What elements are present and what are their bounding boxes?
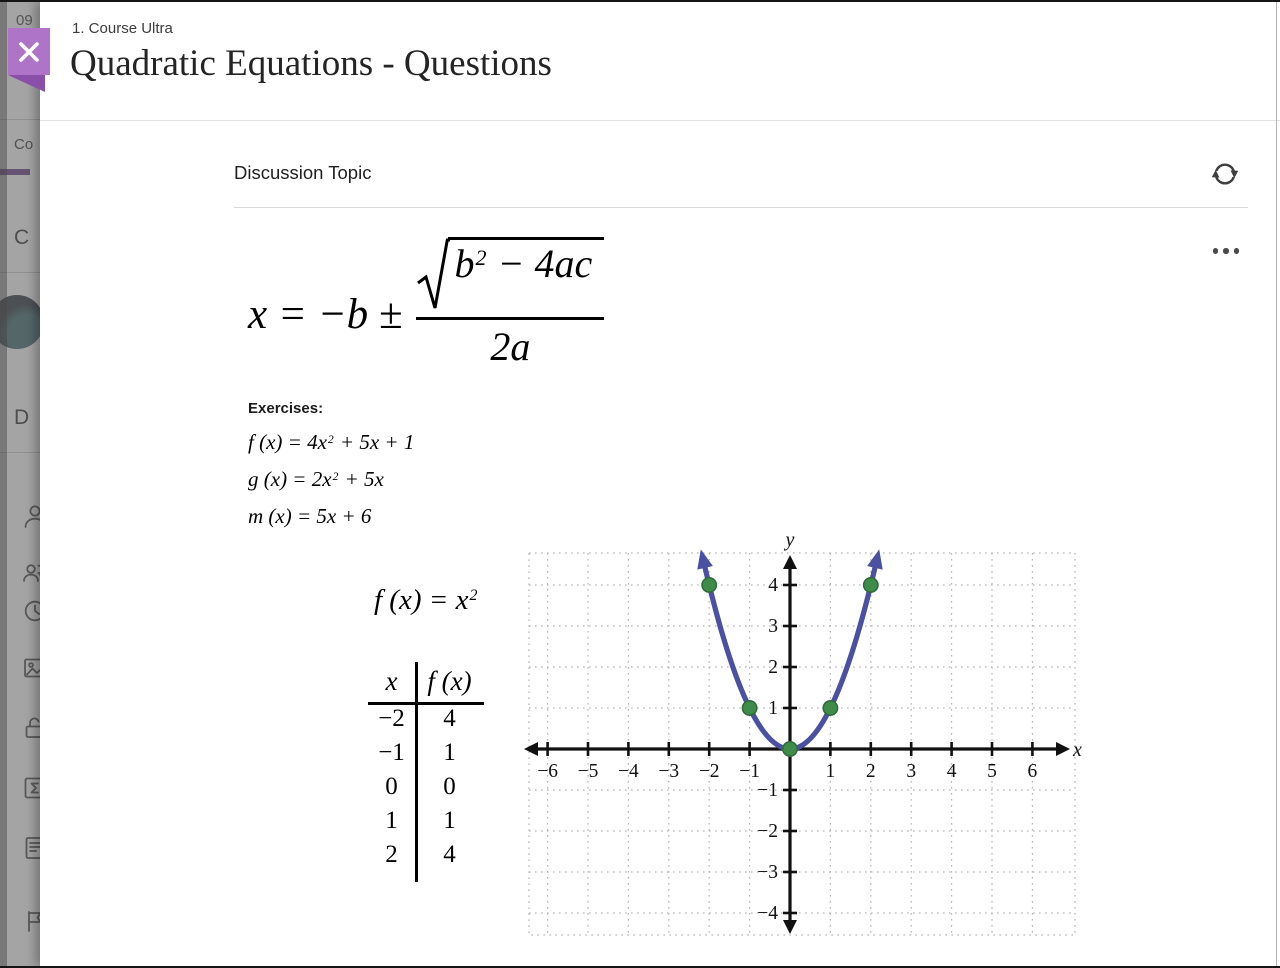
svg-text:1: 1 [825,761,836,782]
function-label: f $(x) = x^2$ [374,584,478,616]
window-border-right [1276,2,1277,966]
ellipsis-dot [1223,248,1229,254]
table-row: −2 4 [378,705,456,732]
svg-text:−3: −3 [757,862,778,883]
formula-fraction [416,237,604,371]
svg-text:3: 3 [768,616,778,637]
formula-radicand: $b^2 - 4ac$ [448,237,604,310]
svg-text:3: 3 [906,761,917,782]
svg-text:5: 5 [987,761,997,782]
svg-text:4: 4 [768,575,778,596]
ellipsis-dot [1213,248,1219,254]
svg-text:−6: −6 [537,761,558,782]
svg-text:−5: −5 [577,761,599,782]
svg-text:−4: −4 [618,761,639,782]
refresh-button[interactable] [1208,158,1242,192]
section-title: Discussion Topic [234,162,372,183]
svg-text:6: 6 [1027,761,1038,782]
discussion-panel [40,2,1280,966]
svg-text:−2: −2 [757,821,778,842]
page-title: Quadratic Equations - Questions [70,43,552,84]
svg-text:−1: −1 [739,761,760,782]
window-border-top [0,0,1280,2]
formula-lhs: x = −b ± [248,291,403,338]
header-divider [40,120,1280,121]
course-sidebar [0,0,40,968]
formula-denominator: 2a [490,324,531,369]
exercise-item: f $(x) = 4x^2 + 5x + 1$ [248,430,415,454]
svg-text:−4: −4 [757,903,778,924]
svg-text:−2: −2 [698,761,720,782]
fraction-bar [416,317,604,320]
svg-text:1: 1 [768,698,778,719]
section-divider [234,207,1248,208]
svg-text:−3: −3 [658,761,680,782]
svg-text:4: 4 [946,761,957,782]
quadratic-formula [248,237,604,371]
table-vertical-rule [415,662,418,882]
refresh-icon [1210,159,1240,189]
svg-text:x: x [1073,739,1082,761]
breadcrumb[interactable]: 1. Course Ultra [72,20,173,37]
table-horizontal-rule [368,702,484,705]
values-table [368,660,486,872]
close-icon [17,40,41,64]
graph-svg [520,532,1090,942]
exercises-label: Exercises: [248,400,324,417]
more-options-button[interactable] [1208,242,1244,260]
table-row: 0 0 [385,773,456,800]
close-button[interactable] [8,28,50,75]
svg-text:−1: −1 [757,780,778,801]
table-row: 1 1 [385,807,456,834]
table-row: 2 4 [385,841,456,868]
table-header-row: x f (x) [385,665,472,696]
svg-text:2: 2 [865,761,876,782]
modal-dim-overlay [0,0,40,968]
exercise-item: g $(x) = 2x^2 + 5x$ [248,467,384,491]
table-row: −1 1 [378,739,456,766]
svg-text:2: 2 [768,657,778,678]
radical-sign [416,237,450,313]
svg-text:y: y [785,532,795,551]
ellipsis-dot [1234,248,1240,254]
exercise-item: m (x) = 5x + 6 [248,504,372,528]
